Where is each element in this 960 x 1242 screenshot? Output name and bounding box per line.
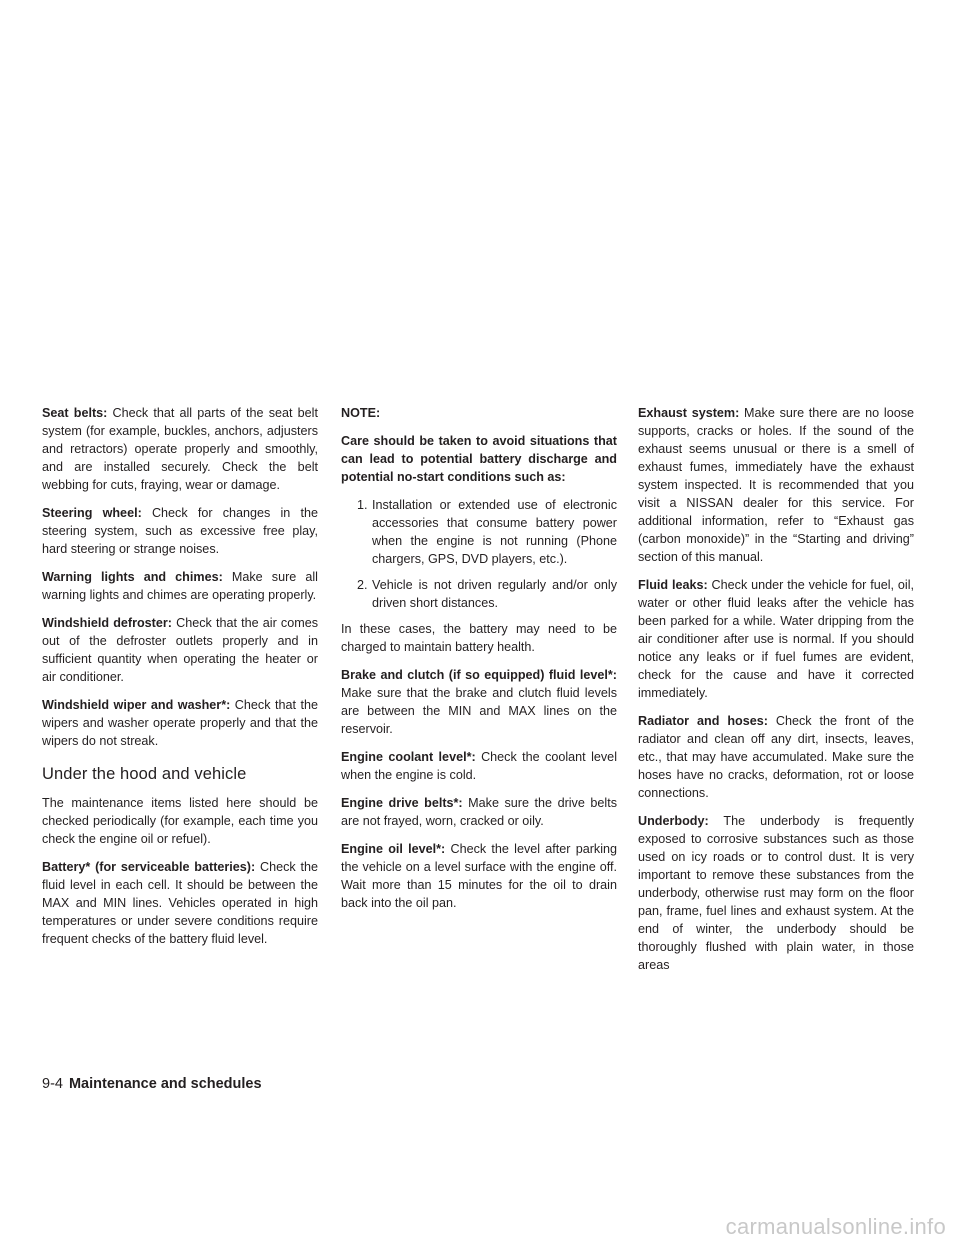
paragraph-battery [42, 858, 318, 948]
lead-wiper: Windshield wiper and washer*: [42, 698, 231, 712]
list-text: Vehicle is not driven regularly and/or only driven short distances. [372, 578, 617, 610]
paragraph-steering [42, 504, 318, 558]
column-left [42, 404, 318, 958]
text-battery: Check the fluid level in each cell. It should be between the MAX and MIN lines. Vehicles operated in high temperatures or under severe conditions require frequent checks of the battery fluid level. [42, 860, 319, 946]
paragraph-defroster [42, 614, 318, 686]
paragraph-after-list: In these cases, the battery may need to be charged to maintain battery health. [341, 622, 617, 654]
paragraph-radiator [638, 712, 914, 802]
paragraph-oil [341, 840, 617, 912]
lead-oil: Engine oil level*: [341, 842, 446, 856]
lead-belts: Engine drive belts*: [341, 796, 463, 810]
paragraph-underbody [638, 812, 914, 974]
list-number: 1. [357, 498, 368, 512]
list-item [341, 576, 617, 612]
paragraph-belts [341, 794, 617, 830]
lead-brake: Brake and clutch (if so equipped) fluid level*: [341, 668, 617, 682]
text-belts: Make sure the drive belts are not frayed, worn, cracked or oily. [341, 796, 617, 828]
text-defroster: Check that the air comes out of the defroster outlets properly and in sufficient quantity when operating the heater or air conditioner. [42, 616, 318, 684]
text-radiator: Check the front of the radiator and clean off any dirt, insects, leaves, etc., that may have accumulated. Make sure the hoses have no cracks, deformation, rot or loose connections. [638, 714, 914, 800]
list-text: Installation or extended use of electronic accessories that consume battery power when the engine is not running (Phone chargers, GPS, DVD players, etc.). [372, 498, 617, 566]
text-fluid: Check under the vehicle for fuel, oil, water or other fluid leaks after the vehicle has been parked for a while. Water dripping from the air conditioner after use is normal. If you should notice any leaks or if fuel fumes are evident, check for the cause and have it corrected immediately. [638, 578, 914, 700]
paragraph-fluid [638, 576, 914, 702]
note-list [341, 496, 617, 612]
note-caution: Care should be taken to avoid situations that can lead to potential battery discharge and potential no-start conditions such as: [341, 434, 617, 484]
text-warning: Make sure all warning lights and chimes are operating properly. [42, 570, 318, 602]
section-heading: Under the hood and vehicle [42, 765, 247, 783]
note-title: NOTE: [341, 406, 381, 420]
column-middle [341, 404, 617, 922]
lead-radiator: Radiator and hoses: [638, 714, 768, 728]
text-oil: Check the level after parking the vehicle on a level surface with the engine off. Wait more than 15 minutes for the oil to drain back into the oil pan. [341, 842, 618, 910]
section-title: Maintenance and schedules [68, 1076, 262, 1092]
lead-seat-belts: Seat belts: [42, 406, 108, 420]
watermark: carmanualsonline.info [725, 1214, 946, 1239]
column-right [638, 404, 914, 984]
page-footer [42, 1075, 262, 1093]
lead-fluid: Fluid leaks: [638, 578, 708, 592]
lead-coolant: Engine coolant level*: [341, 750, 476, 764]
paragraph-coolant [341, 748, 617, 784]
text-seat-belts: Check that all parts of the seat belt system (for example, buckles, anchors, adjusters and retractors) operate properly and smoothly, and are installed securely. Check the belt webbing for cuts, fraying, wear or damage. [42, 406, 318, 492]
paragraph-wiper [42, 696, 318, 750]
paragraph-seat-belts [42, 404, 318, 494]
list-number: 2. [357, 578, 368, 592]
text-steering: Check for changes in the steering system, such as excessive free play, hard steering or strange noises. [42, 506, 319, 556]
paragraph-warning [42, 568, 318, 604]
text-underbody: The underbody is frequently exposed to corrosive substances such as those used on icy roads or to control dust. It is very important to remove these substances from the underbody, otherwise rust may form on the floor pan, frame, fuel lines and exhaust system. At the end of winter, the underbody should be thoroughly flushed with plain water, in those areas [638, 814, 914, 972]
text-exhaust: Make sure there are no loose supports, cracks or holes. If the sound of the exhaust seems unusual or there is a smell of exhaust fumes, immediately have the exhaust system inspected. It is recommended that you visit a NISSAN dealer for this service. For additional information, refer to “Exhaust gas (carbon monoxide)” in the “Starting and driving” section of this manual. [638, 406, 915, 564]
text-brake: Make sure that the brake and clutch fluid levels are between the MIN and MAX lines on the reservoir. [341, 686, 617, 736]
text-coolant: Check the coolant level when the engine is cold. [341, 750, 617, 782]
paragraph-brake [341, 666, 617, 738]
page-number: 9-4 [42, 1076, 63, 1092]
lead-defroster: Windshield defroster: [42, 616, 172, 630]
lead-underbody: Underbody: [638, 814, 709, 828]
lead-steering: Steering wheel: [42, 506, 142, 520]
paragraph-exhaust [638, 404, 914, 566]
lead-exhaust: Exhaust system: [638, 406, 740, 420]
paragraph-intro: The maintenance items listed here should be checked periodically (for example, each time you check the engine oil or refuel). [42, 796, 318, 846]
text-wiper: Check that the wipers and washer operate properly and that the wipers do not streak. [42, 698, 318, 748]
list-item [341, 496, 617, 568]
lead-warning: Warning lights and chimes: [42, 570, 223, 584]
lead-battery: Battery* (for serviceable batteries): [42, 860, 256, 874]
